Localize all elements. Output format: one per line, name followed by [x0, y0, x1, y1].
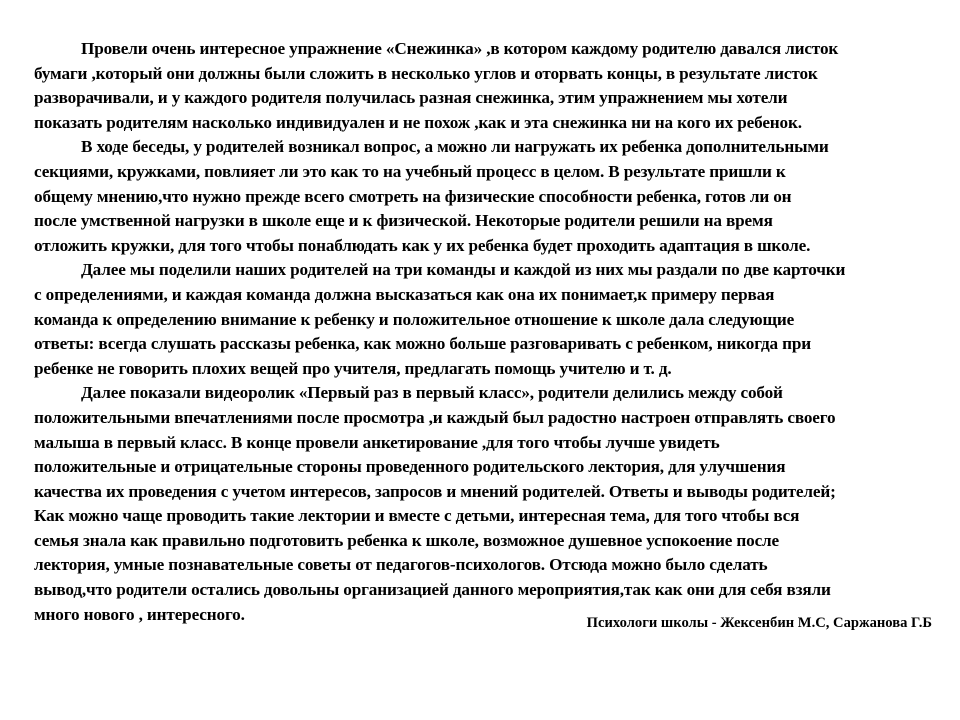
paragraph-4-line-2: положительными впечатлениями после просмотра ,и каждый был радостно настроен отправлять своего: [34, 407, 836, 427]
paragraph-3-line-2: с определениями, и каждая команда должна высказаться как она их понимает,к примеру первая: [34, 284, 775, 304]
paragraph-1-line-2: бумаги ,который они должны были сложить в несколько углов и оторвать концы, в результате листок: [34, 63, 818, 83]
paragraph-2-line-4: после умственной нагрузки в школе еще и к физической. Некоторые родители решили на время: [34, 211, 773, 231]
paragraph-4-line-10: много нового , интересного.: [34, 604, 245, 624]
report-text: [34, 37, 934, 627]
paragraph-1-line-4: показать родителям насколько индивидуален и не похож ,как и эта снежинка ни на кого их ребенок.: [34, 112, 802, 132]
paragraph-2-line-1: В ходе беседы, у родителей возникал вопрос, а можно ли нагружать их ребенка дополнительными: [81, 137, 829, 157]
paragraph-2-line-5: отложить кружки, для того чтобы понаблюдать как у их ребенка будет проходить адаптация в школе.: [34, 235, 811, 255]
paragraph-3-line-3: команда к определению внимание к ребенку и положительное отношение к школе дала следующие: [34, 309, 795, 329]
paragraph-4-line-5: качества их проведения с учетом интересов, запросов и мнений родителей. Ответы и выводы родителей;: [34, 481, 836, 501]
paragraph-1-line-3: разворачивали, и у каждого родителя получилась разная снежинка, этим упражнением мы хотели: [34, 88, 788, 108]
paragraph-4-line-6: Как можно чаще проводить такие лектории и вместе с детьми, интересная тема, для того чтобы вся: [34, 506, 800, 526]
paragraph-4-line-3: малыша в первый класс. В конце провели анкетирование ,для того чтобы лучше увидеть: [34, 432, 720, 452]
paragraph-4-line-8: лектория, умные познавательные советы от педагогов-психологов. Отсюда можно было сделать: [34, 555, 768, 575]
paragraph-2-line-3: общему мнению,что нужно прежде всего смотреть на физические способности ребенка, готов ли он: [34, 186, 792, 206]
paragraph-4-line-1: Далее показали видеоролик «Первый раз в первый класс», родители делились между собой: [81, 383, 783, 403]
paragraph-4-line-9: вывод,что родители остались довольны организацией данного мероприятия,так как они для себя взяли: [34, 580, 831, 600]
paragraph-1-line-1: Провели очень интересное упражнение «Снежинка» ,в котором каждому родителю давался листок: [81, 39, 839, 58]
paragraph-3-line-5: ребенке не говорить плохих вещей про учителя, предлагать помощь учителю и т. д.: [34, 358, 672, 378]
paragraph-3-line-1: Далее мы поделили наших родителей на три команды и каждой из них мы раздали по две карточки: [81, 260, 846, 280]
signature: Психологи школы - Жексенбин М.С, Саржанова Г.Б: [586, 615, 932, 631]
paragraph-3-line-4: ответы: всегда слушать рассказы ребенка, как можно больше разговаривать с ребенком, никогда при: [34, 334, 812, 354]
paragraph-4-line-4: положительные и отрицательные стороны проведенного родительского лектория, для улучшения: [34, 457, 786, 477]
paragraph-4-line-7: семья знала как правильно подготовить ребенка к школе, возможное душевное успокоение после: [34, 530, 780, 550]
paragraph-2-line-2: секциями, кружками, повлияет ли это как то на учебный процесс в целом. В результате пришли к: [34, 161, 786, 181]
